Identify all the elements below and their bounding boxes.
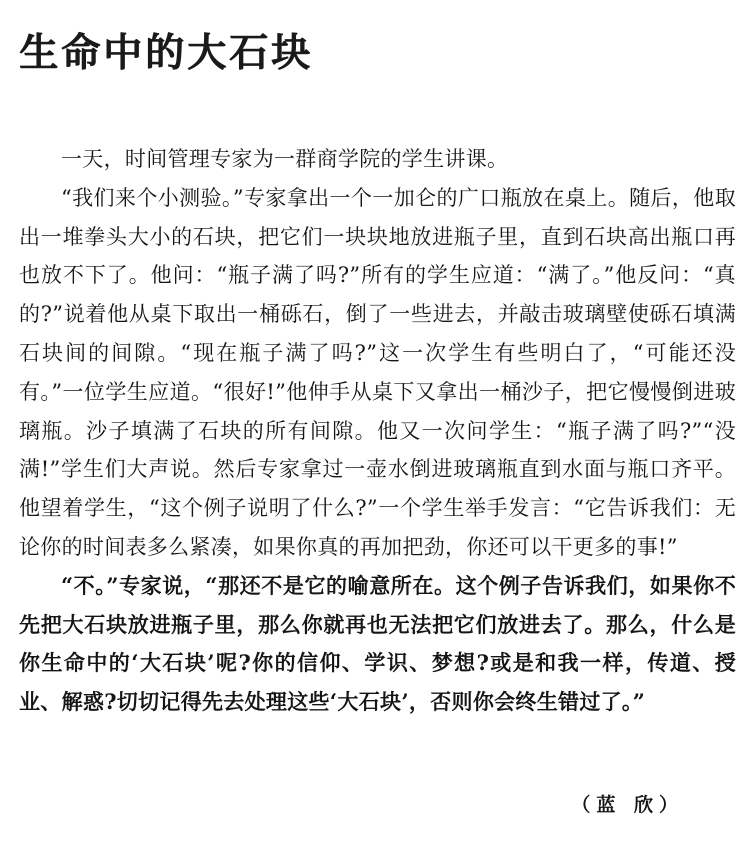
paragraph-intro: 一天，时间管理专家为一群商学院的学生讲课。 — [61, 147, 509, 171]
paragraph-experiment: “我们来个小测验。”专家拿出一个一加仑的广口瓶放在桌上。随后，他取出一堆拳头大小的石块，把它们一块块地放进瓶子里，直到石块高出瓶口再也放不下了。他问：“瓶子满了吗?”所有的学生应道：“满了。”他反问：“真的?”说着他从桌下取出一桶砾石，倒了一些进去，并敲击玻璃壁使砾石填满石块间的间隙。“现在瓶子满了吗?”这一次学生有些明白了，“可能还没有。”一位学生应道。“很好!”他伸手从桌下又拿出一桶沙子，把它慢慢倒进玻璃瓶。沙子填满了石块的所有间隙。他又一次问学生：“瓶子满了吗?”“没满!”学生们大声说。然后专家拿过一壶水倒进玻璃瓶直到水面与瓶口齐平。他望着学生，“这个例子说明了什么?”一个学生举手发言：“它告诉我们：无论你的时间表多么紧凑，如果你真的再加把劲，你还可以干更多的事!” — [19, 185, 736, 559]
paragraph-conclusion: “不。”专家说，“那还不是它的喻意所在。这个例子告诉我们，如果你不先把大石块放进瓶子里，那么你就再也无法把它们放进去了。那么，什么是你生命中的‘大石块’呢?你的信仰、学识、梦想?或是和我一样，传道、授业、解惑?切切记得先去处理这些‘大石块’，否则你会终生错过了。” — [19, 572, 736, 715]
article-title: 生命中的大石块 — [19, 30, 314, 76]
article-body — [19, 140, 736, 722]
author-signature: （蓝 欣） — [571, 794, 684, 816]
